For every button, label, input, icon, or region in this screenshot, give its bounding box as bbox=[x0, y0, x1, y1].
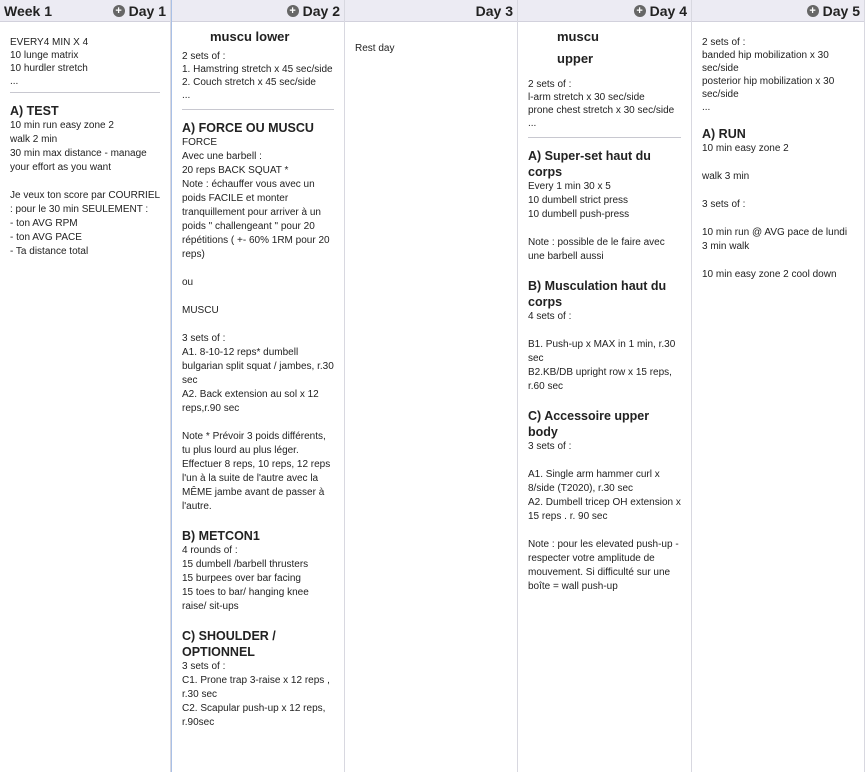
day4-column bbox=[518, 0, 692, 772]
divider bbox=[182, 109, 334, 110]
week-title: Week 1 bbox=[4, 2, 52, 19]
day5-column bbox=[692, 0, 865, 772]
day1-title: Day 1 bbox=[128, 2, 166, 19]
day3-header bbox=[345, 0, 517, 22]
day4-section-b-title: B) Musculation haut du corps bbox=[528, 279, 667, 309]
day5-title: Day 5 bbox=[822, 2, 860, 19]
day5-section-a-title: A) RUN bbox=[702, 127, 746, 141]
day1-section-a-text: 10 min run easy zone 2 walk 2 min 30 min max distance - manage your effort as you want Je veux ton score par COURRIEL : pour le 30 min SEULEMENT : - ton AVG RPM - ton AVG PACE - Ta distance total bbox=[10, 120, 160, 257]
day1-card[interactable] bbox=[0, 22, 170, 259]
day4-workout-title-line1: muscu bbox=[557, 29, 599, 44]
add-card-icon[interactable]: + bbox=[113, 5, 125, 17]
day2-section-a-title: A) FORCE OU MUSCU bbox=[182, 121, 314, 135]
day1-column bbox=[0, 0, 171, 772]
add-card-icon[interactable]: + bbox=[634, 5, 646, 17]
day1-section-a-title: A) TEST bbox=[10, 104, 59, 118]
day3-column bbox=[345, 0, 518, 772]
day1-warmup: EVERY4 MIN X 4 10 lunge matrix 10 hurdler stretch ... bbox=[10, 37, 89, 87]
day3-card[interactable] bbox=[345, 22, 517, 56]
day2-card[interactable] bbox=[172, 22, 344, 730]
day4-card[interactable] bbox=[518, 22, 691, 594]
day4-warmup: 2 sets of : l-arm stretch x 30 sec/side prone chest stretch x 30 sec/side ... bbox=[528, 79, 675, 129]
day3-title: Day 3 bbox=[475, 2, 513, 19]
day2-header bbox=[172, 0, 344, 22]
day4-title: Day 4 bbox=[649, 2, 687, 19]
day4-section-c-text: 3 sets of : A1. Single arm hammer curl x 8/side (T2020), r.30 sec A2. Dumbell tricep OH extension x 15 reps . r. 90 sec Note : pour les elevated push-up - respecter votre amplitude de mouvement. Si difficulté sur une boîte = wall push-up bbox=[528, 441, 681, 592]
day4-header bbox=[518, 0, 691, 22]
day1-header bbox=[0, 0, 170, 22]
day2-section-c-title: C) SHOULDER / OPTIONNEL bbox=[182, 629, 276, 659]
day5-warmup: 2 sets of : banded hip mobilization x 30 sec/side posterior hip mobilization x 30 sec/side ... bbox=[702, 37, 835, 113]
day2-workout-title: muscu lower bbox=[210, 29, 290, 44]
day4-section-a-text: Every 1 min 30 x 5 10 dumbell strict press 10 dumbell push-press Note : possible de le faire avec une barbell aussi bbox=[528, 181, 665, 262]
day2-section-a-text: FORCE Avec une barbell : 20 reps BACK SQUAT * Note : échauffer vous avec un poids FACILE et monter tranquillement pour arriver à un poids " challengeant " pour 20 répétitions ( +- 60% 1RM pour 20 reps) ou MUSCU 3 sets of : A1. 8-10-12 reps* dumbell bulgarian split squat / jambes, r.30 sec A2. Back extension au sol x 12 reps,r.90 sec Note * Prévoir 3 poids différents, tu plus lourd au plus léger. Effectuer 8 reps, 10 reps, 12 reps l'un à la suite de l'autre avec la MÊME jambe avant de passer à l'autre. bbox=[182, 137, 334, 512]
day3-text: Rest day bbox=[355, 43, 395, 54]
day5-header bbox=[692, 0, 864, 22]
day2-section-b-title: B) METCON1 bbox=[182, 529, 260, 543]
day2-section-c-text: 3 sets of : C1. Prone trap 3-raise x 12 reps , r.30 sec C2. Scapular push-up x 12 reps, r.90sec bbox=[182, 661, 330, 728]
day2-title: Day 2 bbox=[302, 2, 340, 19]
day2-section-b-text: 4 rounds of : 15 dumbell /barbell thrusters 15 burpees over bar facing 15 toes to bar/ hanging knee raise/ sit-ups bbox=[182, 545, 309, 612]
day4-section-c-title: C) Accessoire upper body bbox=[528, 409, 650, 439]
day2-column bbox=[171, 0, 345, 772]
day4-section-a-title: A) Super-set haut du corps bbox=[528, 149, 651, 179]
divider bbox=[10, 92, 160, 93]
day5-card[interactable] bbox=[692, 22, 864, 282]
divider bbox=[528, 137, 681, 138]
add-card-icon[interactable]: + bbox=[807, 5, 819, 17]
day4-workout-title-line2: upper bbox=[557, 51, 594, 66]
day4-section-b-text: 4 sets of : B1. Push-up x MAX in 1 min, r.30 sec B2.KB/DB upright row x 15 reps, r.60 sec bbox=[528, 311, 676, 392]
day5-section-a-text: 10 min easy zone 2 walk 3 min 3 sets of : 10 min run @ AVG pace de lundi 3 min walk 10 min easy zone 2 cool down bbox=[702, 143, 848, 280]
day2-warmup: 2 sets of : 1. Hamstring stretch x 45 sec/side 2. Couch stretch x 45 sec/side ... bbox=[182, 51, 333, 101]
add-card-icon[interactable]: + bbox=[287, 5, 299, 17]
